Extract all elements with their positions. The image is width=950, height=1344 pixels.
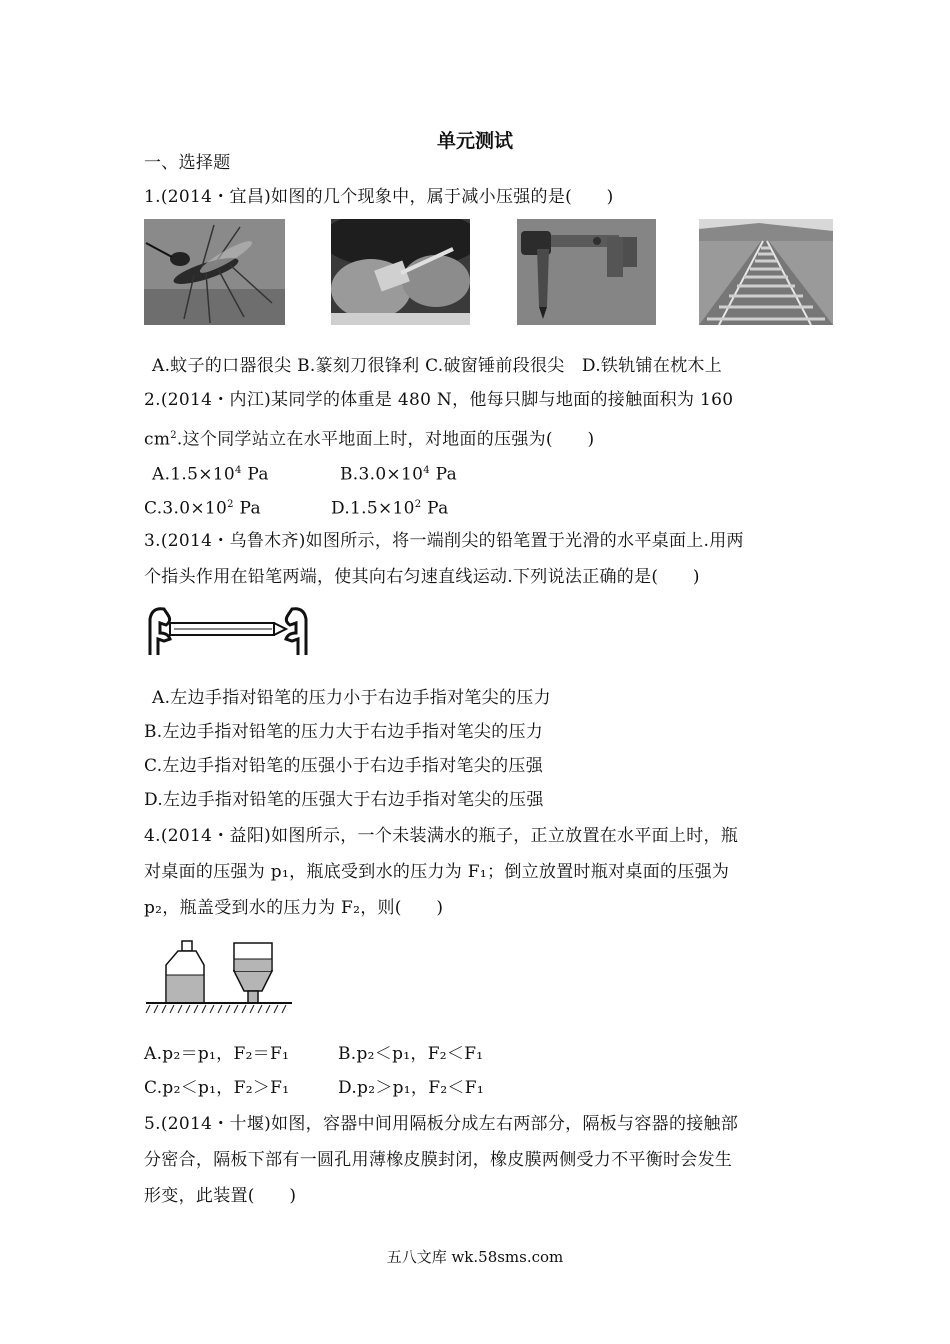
q4-line2: 对桌面的压强为 p₁，瓶底受到水的压力为 F₁；倒立放置时瓶对桌面的压强为 <box>144 862 730 882</box>
mosquito-photo <box>144 219 285 325</box>
q2-option-a: $A.1.5\times 10^4$ Pa <box>152 464 269 485</box>
q2-option-b: $B.3.0\times 10^4$ Pa <box>340 464 458 485</box>
q4-option-c: C.p₂＜p₁，F₂＞F₁ <box>144 1078 290 1098</box>
page-title: 单元测试 <box>436 130 513 152</box>
q2-option-c: $C.3.0\times 10^2$ Pa <box>144 498 261 519</box>
q3-option-b: B.左边手指对铅笔的压力大于右边手指对笔尖的压力 <box>144 722 544 742</box>
q4-option-d: D.p₂＞p₁，F₂＜F₁ <box>338 1078 484 1098</box>
q5-line2: 分密合，隔板下部有一圆孔用薄橡皮膜封闭，橡皮膜两侧受力不平衡时会发生 <box>144 1150 733 1170</box>
hammer-photo <box>517 219 656 325</box>
q4-line1: 4.(2014・益阳)如图所示，一个未装满水的瓶子，正立放置在水平面上时，瓶 <box>144 826 739 846</box>
q1-options: A.蚊子的口器很尖 B.篆刻刀很锋利 C.破窗锤前段很尖 D.铁轨铺在枕木上 <box>152 356 723 376</box>
q4-line3: p₂，瓶盖受到水的压力为 F₂，则( ) <box>144 898 444 918</box>
q3-option-a: A.左边手指对铅笔的压力小于右边手指对笔尖的压力 <box>152 688 551 708</box>
q4-option-a: A.p₂＝p₁，F₂＝F₁ <box>144 1044 290 1064</box>
railway-track-photo <box>699 219 833 325</box>
q3-line1: 3.(2014・乌鲁木齐)如图所示，将一端削尖的铅笔置于光滑的水平桌面上.用两 <box>144 531 744 551</box>
q2-line2: $cm^2$.这个同学站立在水平地面上时，对地面的压强为( ) <box>144 429 595 450</box>
q2-option-d: $D.1.5\times 10^2$ Pa <box>331 498 449 519</box>
q1-stem: 1.(2014・宜昌)如图的几个现象中，属于减小压强的是( ) <box>144 187 614 207</box>
q5-line3: 形变，此装置( ) <box>144 1186 297 1206</box>
footer-watermark: 五八文库 wk.58sms.com <box>386 1248 564 1266</box>
section-heading: 一、选择题 <box>144 153 231 173</box>
q3-line2: 个指头作用在铅笔两端，使其向右匀速直线运动.下列说法正确的是( ) <box>144 567 700 587</box>
q3-option-d: D.左边手指对铅笔的压强大于右边手指对笔尖的压强 <box>144 790 544 810</box>
pencil-fingers-figure <box>146 603 310 659</box>
q4-option-b: B.p₂＜p₁，F₂＜F₁ <box>338 1044 484 1064</box>
seal-carving-photo <box>331 219 470 325</box>
q3-option-c: C.左边手指对铅笔的压强小于右边手指对笔尖的压强 <box>144 756 544 776</box>
q5-line1: 5.(2014・十堰)如图，容器中间用隔板分成左右两部分，隔板与容器的接触部 <box>144 1114 739 1134</box>
bottles-figure <box>144 939 294 1019</box>
q2-line1: 2.(2014・内江)某同学的体重是 480 N，他每只脚与地面的接触面积为 160 <box>144 390 734 410</box>
